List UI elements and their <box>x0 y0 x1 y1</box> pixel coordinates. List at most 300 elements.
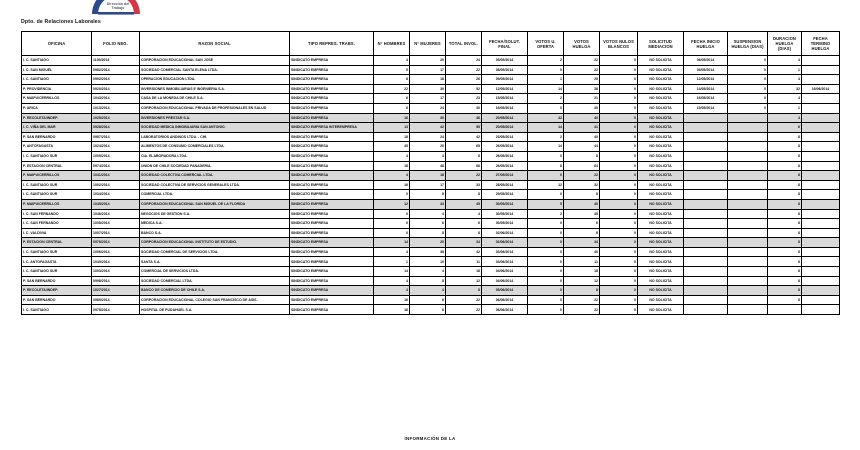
cell-fechaini <box>684 286 728 296</box>
cell-durac: 8 <box>768 132 802 142</box>
cell-durac: 1 <box>768 103 802 113</box>
cell-votosnu: 0 <box>600 142 638 152</box>
cell-hombres: 14 <box>374 238 410 248</box>
table-row[interactable] <box>22 219 840 229</box>
cell-susp: 0 <box>728 103 768 113</box>
cell-fechater <box>802 132 840 142</box>
cell-votoshu: 44 <box>564 142 600 152</box>
col-header-votoshu[interactable]: VOTOS HUELGA <box>564 32 600 56</box>
cell-solmed: NO SOLICITA <box>638 75 684 85</box>
cell-folio: 1003/2014 <box>92 267 140 277</box>
cell-folio: 1006/2014 <box>92 247 140 257</box>
col-header-fechater[interactable]: FECHA TERMINO HUELGA <box>802 32 840 56</box>
cell-votosnu: 0 <box>600 295 638 305</box>
cell-susp <box>728 171 768 181</box>
cell-total: 45 <box>446 199 482 209</box>
cell-hombres: 6 <box>374 94 410 104</box>
table-row[interactable] <box>22 180 840 190</box>
cell-hombres: 45 <box>374 142 410 152</box>
cell-fechater <box>802 142 840 152</box>
table-row[interactable] <box>22 190 840 200</box>
cell-fechaini <box>684 151 728 161</box>
cell-votosnu: 0 <box>600 247 638 257</box>
cell-votosof: 0 <box>528 286 564 296</box>
table-row[interactable] <box>22 238 840 248</box>
cell-durac: 6 <box>768 123 802 133</box>
cell-votosnu: 0 <box>600 161 638 171</box>
table-body <box>22 56 840 315</box>
col-header-votosnu[interactable]: VOTOS NULOS BLANCOS <box>600 32 638 56</box>
cell-tipo: SINDICATO EMPRESA <box>290 113 374 123</box>
cell-oficina: P. MAIPU/CERRILLOS <box>22 199 92 209</box>
cell-folio: 1002/2014 <box>92 180 140 190</box>
cell-solmed: NO SOLICITA <box>638 286 684 296</box>
cell-susp <box>728 305 768 315</box>
cell-votoshu: 12 <box>564 276 600 286</box>
cell-fechater <box>802 113 840 123</box>
cell-mujeres: 24 <box>410 132 446 142</box>
cell-total: 11 <box>446 257 482 267</box>
cell-fechater <box>802 171 840 181</box>
cell-votosof: 0 <box>528 219 564 229</box>
cell-mujeres: 30 <box>410 84 446 94</box>
cell-folio: 1025/2014 <box>92 113 140 123</box>
cell-fechater <box>802 161 840 171</box>
cell-tipo: SINDICATO EMPRESA <box>290 199 374 209</box>
cell-fechaini <box>684 123 728 133</box>
cell-fechasol: 30/05/2014 <box>482 199 528 209</box>
cell-votosof: 5 <box>528 199 564 209</box>
cell-tipo: SINDICATO EMPRESA <box>290 267 374 277</box>
table-row[interactable] <box>22 171 840 181</box>
col-header-fechaini[interactable]: FECHA INICIO HUELGA <box>684 32 728 56</box>
col-header-durac[interactable]: DURACION HUELGA (DIAS) <box>768 32 802 56</box>
table-row[interactable] <box>22 84 840 94</box>
cell-razon: OPERACION EDUCACION LTDA. <box>140 75 290 85</box>
cell-susp <box>728 132 768 142</box>
cell-durac: 8 <box>768 199 802 209</box>
cell-mujeres: 4 <box>410 209 446 219</box>
cell-votoshu: 41 <box>564 123 600 133</box>
cell-votoshu: 18 <box>564 267 600 277</box>
table-row[interactable] <box>22 151 840 161</box>
table-row[interactable] <box>22 286 840 296</box>
cell-total: 8 <box>446 228 482 238</box>
cell-razon: CORPORACION EDUCACIONAL SAN JOSE <box>140 56 290 66</box>
cell-votosof: 0 <box>528 171 564 181</box>
cell-folio: 0928/2014 <box>92 123 140 133</box>
cell-fechasol: 16/05/2014 <box>482 103 528 113</box>
cell-fechasol: 02/06/2014 <box>482 238 528 248</box>
cell-tipo: SINDICATO EMPRESA <box>290 228 374 238</box>
cell-folio: 1043/2014 <box>92 94 140 104</box>
cell-total: 66 <box>446 161 482 171</box>
cell-solmed: NO SOLICITA <box>638 267 684 277</box>
cell-durac: 8 <box>768 142 802 152</box>
table-row[interactable] <box>22 132 840 142</box>
cell-hombres: 12 <box>374 199 410 209</box>
cell-solmed: NO SOLICITA <box>638 276 684 286</box>
cell-solmed: NO SOLICITA <box>638 190 684 200</box>
cell-hombres: 4 <box>374 276 410 286</box>
cell-votosnu: 0 <box>600 276 638 286</box>
cell-durac: 8 <box>768 151 802 161</box>
cell-susp <box>728 199 768 209</box>
cell-tipo: SINDICATO EMPRESA <box>290 94 374 104</box>
cell-fechasol: 30/05/2014 <box>482 219 528 229</box>
cell-folio: 1007/2014 <box>92 228 140 238</box>
cell-oficina: P. ESTACION CENTRAL <box>22 161 92 171</box>
col-header-votosof[interactable]: VOTOS U. OFERTA <box>528 32 564 56</box>
cell-fechater <box>802 247 840 257</box>
cell-votoshu: 45 <box>564 209 600 219</box>
cell-total: 12 <box>446 276 482 286</box>
table-row[interactable] <box>22 199 840 209</box>
cell-mujeres: 38 <box>410 247 446 257</box>
col-header-fechasol[interactable]: FECHA/SOLUT. FINAL <box>482 32 528 56</box>
cell-mujeres: 17 <box>410 94 446 104</box>
cell-votosnu: 0 <box>600 65 638 75</box>
col-header-solmed[interactable]: SOLICITUD MEDIACION <box>638 32 684 56</box>
table-row[interactable] <box>22 103 840 113</box>
cell-susp: 0 <box>728 84 768 94</box>
cell-oficina: I. C. SAN FERNANDO <box>22 219 92 229</box>
cell-susp <box>728 267 768 277</box>
cell-votosnu: 0 <box>600 180 638 190</box>
cell-folio: 0982/2014 <box>92 65 140 75</box>
cell-tipo: SINDICATO EMPRESA <box>290 142 374 152</box>
cell-solmed: NO SOLICITA <box>638 94 684 104</box>
cell-susp <box>728 142 768 152</box>
cell-votosof: 2 <box>528 94 564 104</box>
cell-tipo: SINDICATO EMPRESA <box>290 219 374 229</box>
cell-folio: 1034/2014 <box>92 190 140 200</box>
cell-fechater <box>802 103 840 113</box>
cell-oficina: I. C. ANTOFAGASTA <box>22 257 92 267</box>
cell-tipo: SINDICATO EMPRESA <box>290 56 374 66</box>
cell-hombres: 4 <box>374 56 410 66</box>
cell-susp <box>728 123 768 133</box>
cell-folio: 0992/2014 <box>92 75 140 85</box>
report-table-container <box>21 31 839 315</box>
cell-votosnu: 0 <box>600 219 638 229</box>
table-row[interactable] <box>22 295 840 305</box>
cell-razon: CORPORACION EDUCACIONAL INSTITUTO DE ESTUDIO. <box>140 238 290 248</box>
cell-susp <box>728 238 768 248</box>
cell-fechasol: 09/05/2014 <box>482 75 528 85</box>
cell-solmed: NO SOLICITA <box>638 123 684 133</box>
page-header <box>0 0 860 30</box>
cell-tipo: SINDICATO EMPRESA <box>290 190 374 200</box>
cell-hombres: 6 <box>374 103 410 113</box>
cell-folio: 1040/2014 <box>92 257 140 267</box>
cell-tipo: SINDICATO EMPRESA <box>290 257 374 267</box>
cell-fechaini <box>684 161 728 171</box>
cell-durac: 8 <box>768 286 802 296</box>
cell-votoshu: 22 <box>564 171 600 181</box>
cell-votosof: 0 <box>528 267 564 277</box>
cell-razon: SOCIEDAD MEDICA INMOBILIARIA SAN ANTONIO. <box>140 123 290 133</box>
cell-oficina: I. C. SANTIAGO SUR <box>22 180 92 190</box>
cell-fechasol: 29/05/2014 <box>482 190 528 200</box>
cell-votosnu: 0 <box>600 267 638 277</box>
cell-folio: 0978/2014 <box>92 305 140 315</box>
cell-total: 34 <box>446 238 482 248</box>
cell-votoshu: 22 <box>564 295 600 305</box>
cell-mujeres: 33 <box>410 199 446 209</box>
cell-susp <box>728 228 768 238</box>
cell-tipo: SINDICATO EMPRESA <box>290 132 374 142</box>
table-row[interactable] <box>22 65 840 75</box>
cell-folio: 1041/2014 <box>92 171 140 181</box>
cell-mujeres: 17 <box>410 65 446 75</box>
cell-votosnu: 0 <box>600 132 638 142</box>
cell-votoshu: 38 <box>564 84 600 94</box>
cell-razon: COMERCIAL DE SERVICIOS LTDA. <box>140 267 290 277</box>
cell-fechasol: 26/05/2014 <box>482 161 528 171</box>
cell-hombres: 8 <box>374 75 410 85</box>
cell-mujeres: 6 <box>410 305 446 315</box>
cell-votoshu: 6 <box>564 219 600 229</box>
cell-razon: UNION DE CHILE SOCIEDAD PANADERIA. <box>140 161 290 171</box>
cell-tipo: SINDICATO EMPRESA <box>290 151 374 161</box>
cell-razon: SANTA S.A. <box>140 257 290 267</box>
cell-hombres: 4 <box>374 286 410 296</box>
cell-folio: 1024/2014 <box>92 142 140 152</box>
col-header-tipo[interactable]: TIPO REPRES. TRABS. <box>290 32 374 56</box>
cell-tipo: SINDICATO EMPRESA <box>290 238 374 248</box>
cell-solmed: NO SOLICITA <box>638 219 684 229</box>
cell-total: 6 <box>446 219 482 229</box>
cell-total: 30 <box>446 103 482 113</box>
cell-votoshu: 40 <box>564 247 600 257</box>
cell-razon: SOCIEDAD COMERCIAL DE SERVICIOS LTDA. <box>140 247 290 257</box>
cell-votosnu: 0 <box>600 286 638 296</box>
cell-folio: 1046/2014 <box>92 209 140 219</box>
cell-total: 33 <box>446 180 482 190</box>
cell-susp <box>728 219 768 229</box>
cell-votosnu: 0 <box>600 171 638 181</box>
cell-razon: CORPORACION EDUCACIONAL SAN MIGUEL DE LA FLORIDA <box>140 199 290 209</box>
cell-mujeres: 17 <box>410 180 446 190</box>
logo-text-line-1: Dirección del <box>106 2 130 6</box>
cell-mujeres: 4 <box>410 151 446 161</box>
cell-solmed: NO SOLICITA <box>638 65 684 75</box>
cell-folio: 0920/2014 <box>92 84 140 94</box>
col-header-razon[interactable]: RAZON SOCIAL <box>140 32 290 56</box>
cell-fechater <box>802 295 840 305</box>
cell-votoshu: 8 <box>564 228 600 238</box>
cell-votosnu: 0 <box>600 56 638 66</box>
cell-fechater <box>802 123 840 133</box>
cell-votosnu: 0 <box>600 228 638 238</box>
cell-susp: 0 <box>728 65 768 75</box>
cell-oficina: I. C. VALDIVIA <box>22 228 92 238</box>
cell-hombres: 14 <box>374 267 410 277</box>
cell-votosof: 0 <box>528 295 564 305</box>
cell-hombres: 18 <box>374 161 410 171</box>
cell-votosnu: 0 <box>600 103 638 113</box>
cell-solmed: NO SOLICITA <box>638 238 684 248</box>
cell-total: 26 <box>446 75 482 85</box>
cell-razon: ALIMENTOS DE CONSUMO COMERCIALES LTDA. <box>140 142 290 152</box>
table-row[interactable] <box>22 228 840 238</box>
cell-oficina: I. C. SANTIAGO SUR <box>22 267 92 277</box>
cell-votoshu: 40 <box>564 132 600 142</box>
cell-susp <box>728 257 768 267</box>
table-row[interactable] <box>22 267 840 277</box>
cell-hombres: 0 <box>374 190 410 200</box>
cell-mujeres: 18 <box>410 75 446 85</box>
cell-total: 22 <box>446 295 482 305</box>
table-row[interactable] <box>22 257 840 267</box>
cell-votosof: 1 <box>528 75 564 85</box>
cell-solmed: NO SOLICITA <box>638 132 684 142</box>
cell-mujeres: 8 <box>410 190 446 200</box>
cell-fechasol: 26/05/2014 <box>482 142 528 152</box>
cell-fechaini <box>684 267 728 277</box>
cell-tipo: SINDICATO EMPRESA <box>290 171 374 181</box>
cell-durac: 8 <box>768 276 802 286</box>
cell-fechasol: 27/05/2014 <box>482 171 528 181</box>
table-row[interactable] <box>22 276 840 286</box>
cell-fechater <box>802 199 840 209</box>
cell-fechasol: 12/05/2014 <box>482 84 528 94</box>
cell-fechater: 16/06/2014 <box>802 84 840 94</box>
cell-votosof: 8 <box>528 161 564 171</box>
cell-hombres: 16 <box>374 113 410 123</box>
cell-tipo: SINDICATO EMPRESA <box>290 305 374 315</box>
cell-mujeres: 10 <box>410 257 446 267</box>
cell-fechaini <box>684 219 728 229</box>
cell-susp <box>728 190 768 200</box>
cell-razon: LABORATORIOS ANDINOS LTDA. - CHI. <box>140 132 290 142</box>
cell-total: 22 <box>446 305 482 315</box>
cell-hombres: 13 <box>374 123 410 133</box>
cell-mujeres: 48 <box>410 161 446 171</box>
cell-votosof: 0 <box>528 103 564 113</box>
cell-fechaini: 16/05/2014 <box>684 94 728 104</box>
table-row[interactable] <box>22 161 840 171</box>
table-row[interactable] <box>22 56 840 66</box>
cell-oficina: P. RECOLETA/INDEP. <box>22 286 92 296</box>
cell-hombres: 4 <box>374 247 410 257</box>
cell-votoshu: 40 <box>564 113 600 123</box>
cell-folio: 0974/2014 <box>92 161 140 171</box>
table-row[interactable] <box>22 305 840 315</box>
cell-mujeres: 4 <box>410 286 446 296</box>
cell-hombres: 0 <box>374 209 410 219</box>
cell-oficina: P. MAIPU/CERRILLOS <box>22 94 92 104</box>
cell-razon: BANCO DE COMERCIO DE CHILE S.A. <box>140 286 290 296</box>
cell-votoshu: 32 <box>564 180 600 190</box>
cell-durac: 8 <box>768 257 802 267</box>
cell-folio: 1008/2014 <box>92 219 140 229</box>
cell-fechasol: 08/05/2014 <box>482 65 528 75</box>
table-row[interactable] <box>22 123 840 133</box>
cell-votosof: 2 <box>528 56 564 66</box>
cell-fechater <box>802 228 840 238</box>
cell-votosof: 12 <box>528 180 564 190</box>
cell-solmed: NO SOLICITA <box>638 171 684 181</box>
cell-fechater <box>802 94 840 104</box>
cell-hombres: 16 <box>374 180 410 190</box>
cell-votosof: 0 <box>528 151 564 161</box>
col-header-hombres[interactable]: N° HOMBRES <box>374 32 410 56</box>
table-row[interactable] <box>22 94 840 104</box>
col-header-mujeres[interactable]: N° MUJERES <box>410 32 446 56</box>
cell-susp <box>728 151 768 161</box>
cell-fechasol: 04/06/2014 <box>482 276 528 286</box>
cell-total: 8 <box>446 151 482 161</box>
cell-razon: INVERSIONES INMOBILIARIAS E INGENIERIA S.A. <box>140 84 290 94</box>
table-row[interactable] <box>22 247 840 257</box>
table-row[interactable] <box>22 75 840 85</box>
table-row[interactable] <box>22 113 840 123</box>
table-row[interactable] <box>22 142 840 152</box>
cell-durac: 1 <box>768 65 802 75</box>
cell-total: 42 <box>446 247 482 257</box>
cell-durac: 8 <box>768 238 802 248</box>
cell-solmed: NO SOLICITA <box>638 257 684 267</box>
cell-votosnu: 0 <box>600 84 638 94</box>
cell-folio: 1045/2014 <box>92 199 140 209</box>
cell-folio: 1013/2014 <box>92 103 140 113</box>
cell-oficina: P. RECOLETA/INDEP. <box>22 113 92 123</box>
cell-tipo: SINDICATO EMPRESA <box>290 103 374 113</box>
cell-durac: 32 <box>768 84 802 94</box>
cell-razon: CASA DE LA MONEDA DE CHILE S.A. <box>140 94 290 104</box>
cell-fechaini: 19/05/2014 <box>684 103 728 113</box>
cell-fechater <box>802 151 840 161</box>
cell-fechaini <box>684 132 728 142</box>
cell-razon: SOCIEDAD COLECTIVA DE SERVICIOS GENERALES LTDA. <box>140 180 290 190</box>
cell-razon: NEGOCIOS DE GESTION S.A. <box>140 209 290 219</box>
cell-durac: 8 <box>768 219 802 229</box>
col-header-total[interactable]: TOTAL INVOL. <box>446 32 482 56</box>
cell-votosnu: 0 <box>600 94 638 104</box>
cell-susp <box>728 286 768 296</box>
cell-oficina: P. MAIPU/CERRILLOS <box>22 171 92 181</box>
cell-votosof: 42 <box>528 113 564 123</box>
col-header-folio[interactable]: FOLIO NEG. <box>92 32 140 56</box>
cell-razon: CORPORACION EDUCACIONAL PRIVADA DE PROFESIONALES EN SALUD <box>140 103 290 113</box>
col-header-oficina[interactable]: OFICINA <box>22 32 92 56</box>
cell-mujeres: 20 <box>410 142 446 152</box>
cell-tipo: SINDICATO EMPRESA <box>290 161 374 171</box>
cell-solmed: NO SOLICITA <box>638 103 684 113</box>
cell-tipo: SINDICATO EMPRESA INTEREMPRESA <box>290 123 374 133</box>
table-row[interactable] <box>22 209 840 219</box>
cell-oficina: I. C. SANTIAGO SUR <box>22 151 92 161</box>
cell-tipo: SINDICATO EMPRESA <box>290 75 374 85</box>
cell-hombres: 0 <box>374 219 410 229</box>
cell-oficina: I. C. SANTIAGO SUR <box>22 190 92 200</box>
cell-susp <box>728 295 768 305</box>
cell-hombres: 4 <box>374 171 410 181</box>
cell-total: 4 <box>446 209 482 219</box>
table-header-row <box>22 32 840 56</box>
cell-razon: COMERCIAL LTDA. <box>140 190 290 200</box>
cell-durac: 8 <box>768 161 802 171</box>
cell-tipo: SINDICATO EMPRESA <box>290 65 374 75</box>
cell-hombres: 16 <box>374 305 410 315</box>
cell-votosof: 0 <box>528 257 564 267</box>
cell-folio: 1109/2014 <box>92 56 140 66</box>
cell-oficina: I. C. SAN FERNANDO <box>22 209 92 219</box>
cell-mujeres: 6 <box>410 295 446 305</box>
col-header-susp[interactable]: SUSPENSION HUELGA (DIAS) <box>728 32 768 56</box>
